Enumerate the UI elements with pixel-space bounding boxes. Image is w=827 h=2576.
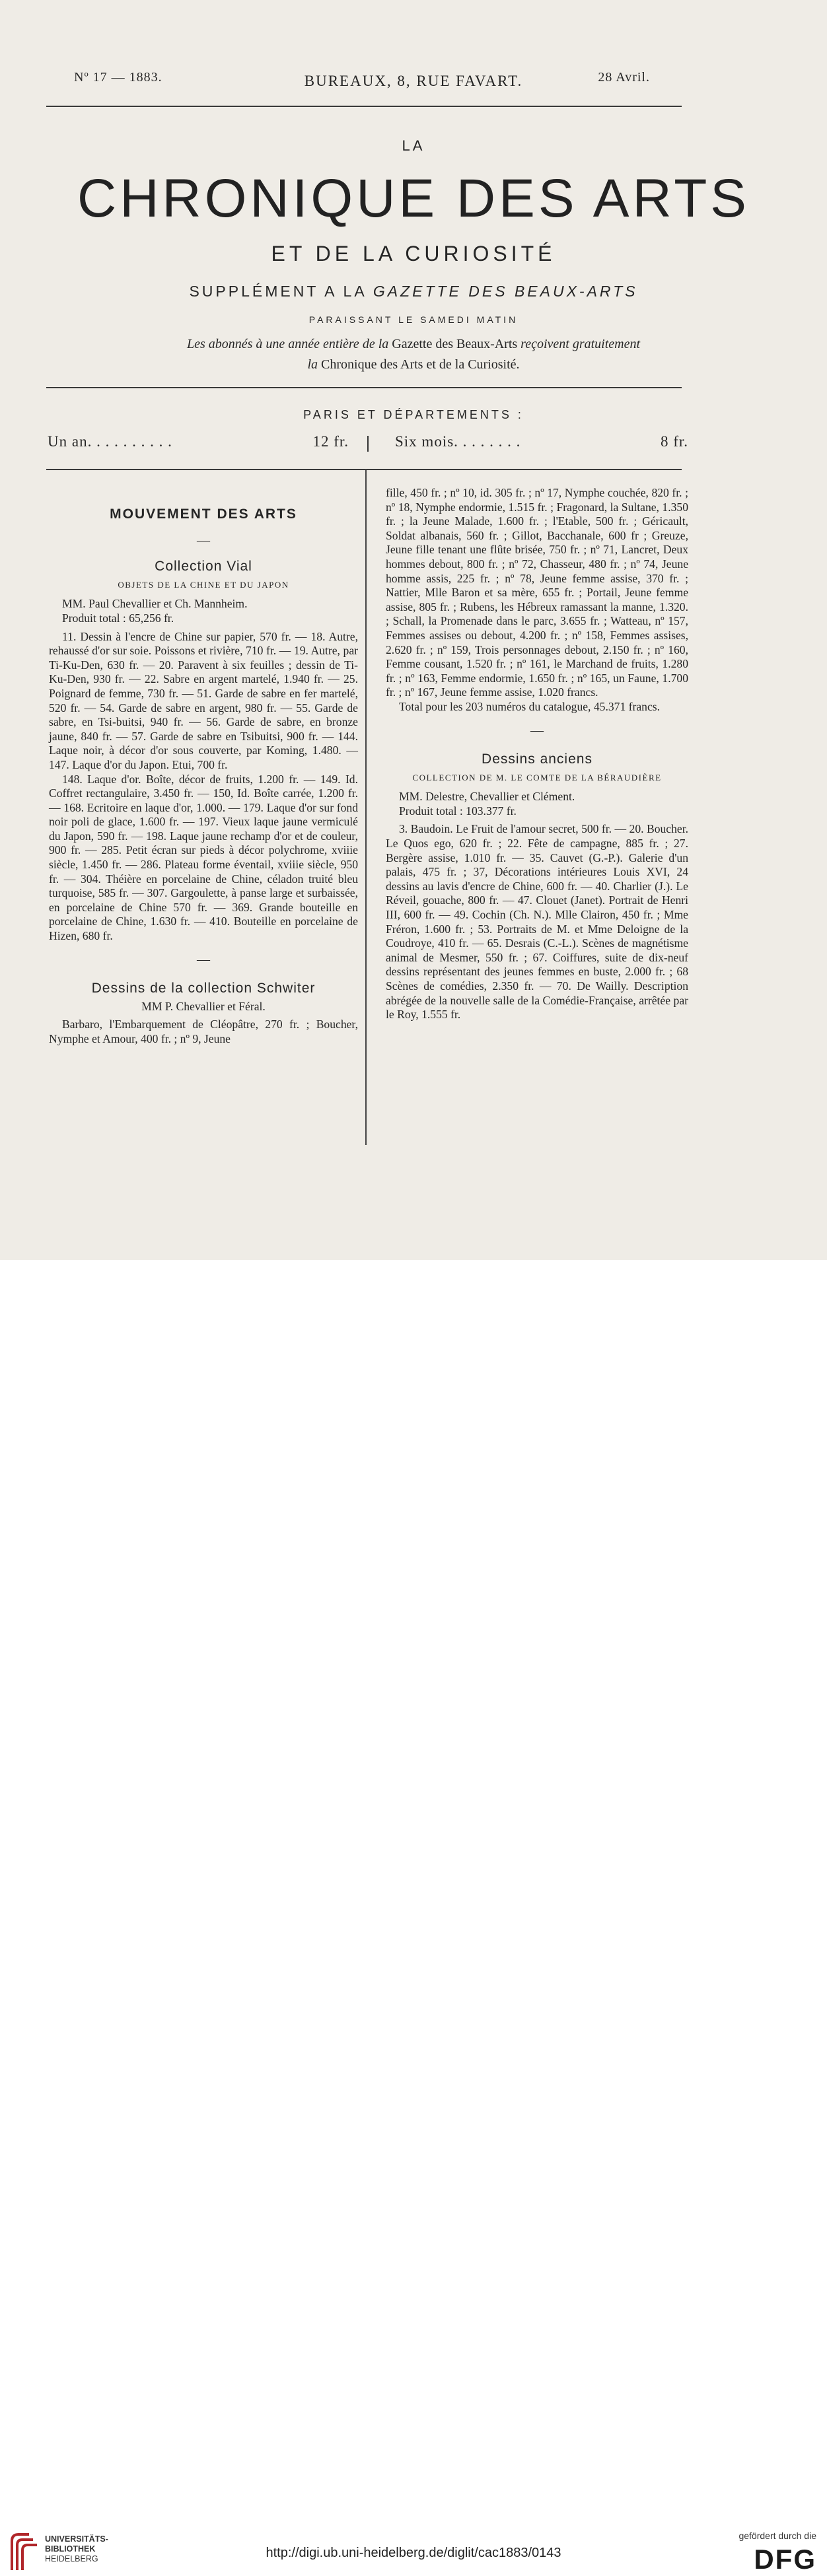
anciens-title: Dessins anciens	[482, 751, 593, 767]
university-line-3: HEIDELBERG	[45, 2554, 98, 2563]
issue-date: 28 Avril.	[598, 70, 650, 85]
supplement-journal: GAZETTE DES BEAUX-ARTS	[373, 283, 638, 300]
anciens-total: Produit total : 103.377 fr.	[399, 804, 517, 818]
price-half-label: Six mois. . . . . . . .	[395, 433, 521, 450]
subscription-rule	[46, 469, 682, 470]
vial-total: Produit total : 65,256 fr.	[62, 611, 174, 625]
issue-number: Nº 17 — 1883.	[74, 70, 162, 85]
vial-end-dash: —	[197, 952, 210, 967]
column-divider	[365, 470, 367, 1145]
notice-chronique: Chronique des Arts et de la Curiosité.	[321, 357, 520, 372]
right-column	[386, 486, 688, 1022]
vial-paragraph-2: 148. Laque d'or. Boîte, décor de fruits, 1.200 fr. — 149. Id. Coffret rectangulaire, 3.450 fr. — 150, Id. Boîte carrée, 1.200 fr. — 168. Ecritoire en laque d'or, 1.000. — 179. Laque d'or sur fond noir poli de glace, 1.600 fr. — 197. Vieux laque jaune vermiculé du Japon, 590 fr. — 198. Laque jaune rechamp d'or et de couleur, 900 fr. — 285. Petit écran sur pieds à décor polychrome, xviiie siècle, 1.450 fr. — 286. Plateau forme éventail, xviiie siècle, 950 fr. — 304. Théière en porcelaine de Chine, céladon truité bleu turquoise, 585 fr. — 307. Gargoulette, à panse large et surbaissée, en porcelaine de Chine 570 fr. — 369. Grande bouteille en porcelaine de Chine, 1.630 fr. — 410. Bouteille en porcelaine de Hizen, 680 fr.	[49, 772, 358, 943]
schwiter-experts: MM P. Chevallier et Féral.	[141, 999, 266, 1013]
anciens-experts: MM. Delestre, Chevallier et Clément.	[399, 790, 575, 804]
masthead-title: CHRONIQUE DES ARTS	[77, 168, 750, 228]
section-dash: —	[197, 532, 210, 547]
supplement-line	[0, 283, 827, 300]
viewer-footer	[0, 1260, 827, 2575]
anciens-subtitle: COLLECTION DE M. LE COMTE DE LA BÉRAUDIÈRE	[412, 772, 662, 783]
vial-paragraph-1: 11. Dessin à l'encre de Chine sur papier, 570 fr. — 18. Autre, rehaussé d'or sur soie. Poissons et rivière, 710 fr. — 19. Autre, par Ti-Ku-Den, 630 fr. — 20. Paravent à six feuilles ; dessin de Ti-Ku-Den, 930 fr. — 22. Sabre en argent martelé, 1.940 fr. — 25. Poignard de femme, 730 fr. — 51. Garde de sabre en fer martelé, 520 fr. — 54. Garde de sabre en argent, 980 fr. — 55. Garde de sabre, en Tsi-buitsi, 940 fr. — 56. Garde de sabre, en bronze jaune, 840 fr. — 57. Garde de sabre en Tsibuitsi, 900 fr. — 144. Laque noir, à décor d'or sous couverte, par Koming, 1.480. — 147. Laque d'or du Japon. Etui, 700 fr.	[49, 629, 358, 771]
subscription-heading: PARIS ET DÉPARTEMENTS :	[303, 408, 524, 421]
newspaper-page	[0, 0, 827, 1260]
price-half	[395, 433, 688, 450]
dfg-logo: DFG	[754, 2544, 816, 2575]
anciens-paragraph-1: 3. Baudoin. Le Fruit de l'amour secret, 500 fr. — 20. Boucher. Le Quos ego, 620 fr. ; 22. Fête de campagne, 885 fr. ; 27. Bergère assise, 1.010 fr. — 35. Cauvet (G.-P.). Galerie d'un palais, 475 fr. ; 37, Décorations intérieures Louis XVI, 24 dessins au lavis d'encre de Chine, 600 fr. — 40. Charlier (J.). Le Réveil, gouache, 800 fr. — 47. Clouet (Janet). Portrait de Henri III, 600 fr. — 49. Cochin (Ch. N.). Mlle Clairon, 450 fr. ; Mme Fréron, 1.600 fr. ; 53. Portraits de M. et Mme Deloigne de la Coudroye, 410 fr. — 65. Desrais (C.-L.). Scènes de magnétisme animal de Mesmer, 550 fr. ; 67. Coiffures, suite de dix-neuf dessins représentant des jeunes femmes en buste, 2.000 fr. ; 68 Scènes de comédies, 2.350 fr. — 70. De Wailly. Description abrégée de la nouvelle salle de la Comédie-Française, arrêtée par le Roy, 1.555 fr.	[386, 822, 688, 1022]
section-title: MOUVEMENT DES ARTS	[110, 506, 297, 522]
price-year-label: Un an. . . . . . . . . .	[48, 433, 172, 450]
notice-part-2: reçoivent gratuitement	[517, 337, 641, 351]
schwiter-paragraph-1: Barbaro, l'Embarquement de Cléopâtre, 270 fr. ; Boucher, Nymphe et Amour, 400 fr. ; nº 9, Jeune	[49, 1018, 358, 1045]
price-separator	[367, 436, 369, 452]
notice-part-1: Les abonnés à une année entière de la	[186, 337, 392, 351]
sponsor-label: gefördert durch die	[738, 2530, 816, 2541]
notice-journal: Gazette des Beaux-Arts	[392, 337, 518, 351]
university-line-1: UNIVERSITÄTS-	[45, 2534, 108, 2544]
price-year	[48, 433, 371, 450]
vial-subtitle: OBJETS DE LA CHINE ET DU JAPON	[118, 579, 289, 590]
office-address: BUREAUX, 8, RUE FAVART.	[304, 73, 523, 89]
schwiter-continuation: fille, 450 fr. ; nº 10, id. 305 fr. ; nº 17, Nymphe couchée, 820 fr. ; nº 18, Nymphe endormie, 1.515 fr. ; Fragonard, la Sultane, 1.350 fr. ; la Jeune Malade, 1.600 fr. ; l'Etable, 500 fr. ; Géricault, Soldat albanais, 560 fr. ; Gillot, Bacchanale, 600 fr ; Greuze, Jeune fille tenant une flûte brisée, 750 fr. ; nº 71, Lancret, Deux hommes debout, 800 fr. ; nº 72, Chasseur, 480 fr. ; nº 74, Jeune homme assis, 225 fr. ; nº 78, Jeune femme assise, 370 fr. ; Nattier, Mlle Baron et sa mère, 655 fr. ; Portail, Jeune femme assise, 805 fr. ; Rubens, les Hébreux ramassant la manne, 1.320. ; Schall, la Promenade dans le parc, 3.655 fr. ; Watteau, nº 157, Femmes assises ou debout, 4.200 fr. ; nº 158, Femmes assises, 2.620 fr. ; nº 159, Trois personnages debout, 2.150 fr. ; nº 160, Femme cousant, 1.520 fr. ; nº 161, le Marchand de fruits, 1.280 fr. ; nº 163, Femme endormie, 1.650 fr. ; nº 165, un Faune, 1.700 fr. ; nº 167, Jeune femme assise, 1.020 francs.	[386, 486, 688, 699]
vial-title: Collection Vial	[155, 559, 252, 574]
subscriber-notice	[0, 334, 827, 375]
right-dash: —	[530, 722, 544, 738]
publication-schedule: PARAISSANT LE SAMEDI MATIN	[308, 314, 519, 325]
supplement-prefix: SUPPLÉMENT A LA	[189, 283, 373, 300]
masthead-subtitle: ET DE LA CURIOSITÉ	[271, 242, 556, 265]
vial-experts: MM. Paul Chevallier et Ch. Mannheim.	[62, 597, 248, 611]
header-rule	[46, 106, 682, 107]
price-year-value: 12 fr.	[312, 433, 349, 450]
university-line-2: BIBLIOTHEK	[45, 2544, 96, 2554]
price-half-value: 8 fr.	[660, 433, 688, 450]
notice-part-3: la	[307, 357, 322, 372]
schwiter-title: Dessins de la collection Schwiter	[91, 981, 316, 996]
left-column	[49, 507, 358, 1047]
masthead-article: LA	[402, 137, 425, 154]
schwiter-total: Total pour les 203 numéros du catalogue, 45.371 francs.	[399, 699, 661, 713]
masthead-rule	[46, 387, 682, 388]
permalink-url[interactable]: http://digi.ub.uni-heidelberg.de/diglit/cac1883/0143	[266, 2546, 561, 2560]
